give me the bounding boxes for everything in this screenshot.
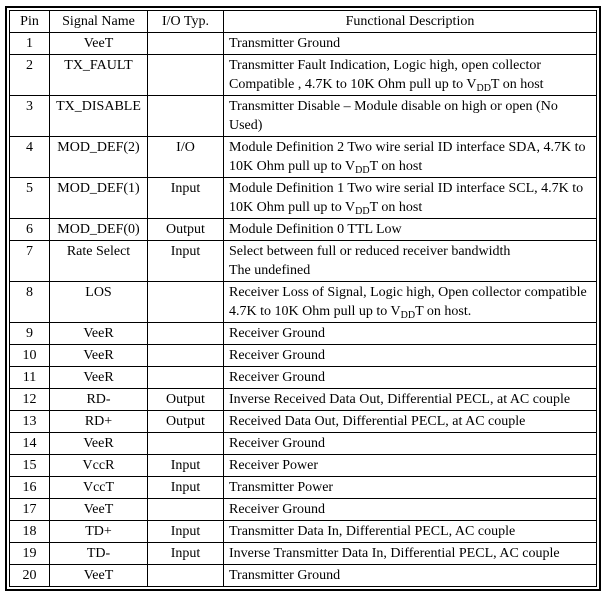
signal-name-cell: TD- (50, 543, 148, 565)
table-row (10, 565, 597, 587)
description-cell (224, 389, 597, 411)
table-row (10, 345, 597, 367)
pin-cell: 10 (10, 345, 50, 367)
signal-name-cell: LOS (50, 282, 148, 323)
description-line: Receiver Ground (229, 436, 326, 451)
description-line: Receiver Loss of Signal, Logic high, Open collector compatible (229, 285, 587, 300)
io-type-cell (148, 55, 224, 96)
description-line: Receiver Ground (229, 370, 326, 385)
signal-name-cell: VeeR (50, 433, 148, 455)
io-type-cell: Input (148, 241, 224, 282)
description-line: 10K Ohm pull up to $V_{DD}T$ on host (229, 159, 423, 176)
io-type-cell: Input (148, 178, 224, 219)
signal-name-cell: TD+ (50, 521, 148, 543)
column-header-i-o-typ: I/O Typ. (148, 11, 224, 33)
description-cell (224, 33, 597, 55)
signal-name-cell: VeeT (50, 33, 148, 55)
pin-cell: 4 (10, 137, 50, 178)
description-line: Module Definition 0 TTL Low (229, 222, 402, 237)
table-row (10, 433, 597, 455)
description-cell (224, 219, 597, 241)
pin-cell: 20 (10, 565, 50, 587)
description-line: Transmitter Disable – Module disable on high or open (No Used) (229, 99, 558, 133)
signal-name-cell: Rate Select (50, 241, 148, 282)
signal-name-cell: MOD_DEF(2) (50, 137, 148, 178)
pin-cell: 12 (10, 389, 50, 411)
signal-name-cell: VeeR (50, 323, 148, 345)
description-line: Received Data Out, Differential PECL, at AC couple (229, 414, 526, 429)
description-line: Inverse Transmitter Data In, Differential PECL, AC couple (229, 546, 560, 561)
signal-name-cell: RD- (50, 389, 148, 411)
description-cell (224, 477, 597, 499)
table-row (10, 282, 597, 323)
description-line: The undefined (229, 263, 311, 278)
column-header-signal-name: Signal Name (50, 11, 148, 33)
description-cell (224, 137, 597, 178)
description-cell (224, 282, 597, 323)
pin-cell: 11 (10, 367, 50, 389)
description-cell (224, 565, 597, 587)
column-header-functional-description: Functional Description (224, 11, 597, 33)
description-line: Transmitter Data In, Differential PECL, AC couple (229, 524, 516, 539)
description-line: Receiver Ground (229, 502, 326, 517)
io-type-cell: Input (148, 543, 224, 565)
table-row (10, 499, 597, 521)
description-line: Receiver Power (229, 458, 319, 473)
description-cell (224, 433, 597, 455)
description-line: Inverse Received Data Out, Differential PECL, at AC couple (229, 392, 571, 407)
pin-cell: 17 (10, 499, 50, 521)
signal-name-cell: VccT (50, 477, 148, 499)
pin-cell: 5 (10, 178, 50, 219)
table-row (10, 241, 597, 282)
pin-cell: 1 (10, 33, 50, 55)
io-type-cell (148, 33, 224, 55)
description-cell (224, 178, 597, 219)
table-row (10, 323, 597, 345)
description-line: Module Definition 2 Two wire serial ID interface SDA, 4.7K to (229, 140, 586, 155)
description-cell (224, 367, 597, 389)
table-row (10, 178, 597, 219)
table-row (10, 219, 597, 241)
io-type-cell: I/O (148, 137, 224, 178)
description-cell (224, 55, 597, 96)
pin-table-border (5, 6, 601, 591)
io-type-cell (148, 323, 224, 345)
table-row (10, 477, 597, 499)
io-type-cell (148, 565, 224, 587)
table-row (10, 96, 597, 137)
io-type-cell (148, 96, 224, 137)
signal-name-cell: VeeT (50, 565, 148, 587)
io-type-cell (148, 282, 224, 323)
description-cell (224, 96, 597, 137)
description-line: Receiver Ground (229, 348, 326, 363)
signal-name-cell: TX_FAULT (50, 55, 148, 96)
io-type-cell: Output (148, 411, 224, 433)
signal-name-cell: VeeT (50, 499, 148, 521)
pin-cell: 15 (10, 455, 50, 477)
io-type-cell (148, 433, 224, 455)
header-row (10, 11, 597, 33)
description-cell (224, 241, 597, 282)
pin-table-body (10, 33, 597, 587)
description-line: Transmitter Power (229, 480, 334, 495)
table-row (10, 367, 597, 389)
pin-cell: 19 (10, 543, 50, 565)
pin-function-table (9, 10, 597, 587)
pin-cell: 7 (10, 241, 50, 282)
pin-cell: 3 (10, 96, 50, 137)
table-row (10, 521, 597, 543)
table-row (10, 55, 597, 96)
signal-name-cell: TX_DISABLE (50, 96, 148, 137)
description-line: Compatible , 4.7K to 10K Ohm pull up to $V_{DD}T$ on host (229, 77, 544, 94)
signal-name-cell: VccR (50, 455, 148, 477)
signal-name-cell: MOD_DEF(0) (50, 219, 148, 241)
io-type-cell (148, 367, 224, 389)
description-line: Transmitter Ground (229, 568, 341, 583)
signal-name-cell: MOD_DEF(1) (50, 178, 148, 219)
pin-cell: 13 (10, 411, 50, 433)
table-row (10, 137, 597, 178)
pin-cell: 14 (10, 433, 50, 455)
signal-name-cell: VeeR (50, 367, 148, 389)
description-line: Receiver Ground (229, 326, 326, 341)
table-row (10, 33, 597, 55)
description-cell (224, 521, 597, 543)
signal-name-cell: VeeR (50, 345, 148, 367)
table-row (10, 455, 597, 477)
signal-name-cell: RD+ (50, 411, 148, 433)
pin-cell: 18 (10, 521, 50, 543)
pin-cell: 16 (10, 477, 50, 499)
description-cell (224, 345, 597, 367)
pin-cell: 9 (10, 323, 50, 345)
description-line: 10K Ohm pull up to $V_{DD}T$ on host (229, 200, 423, 217)
table-row (10, 389, 597, 411)
description-cell (224, 543, 597, 565)
table-row (10, 411, 597, 433)
description-cell (224, 323, 597, 345)
io-type-cell: Input (148, 455, 224, 477)
io-type-cell: Output (148, 219, 224, 241)
description-cell (224, 455, 597, 477)
description-cell (224, 411, 597, 433)
description-line: Transmitter Ground (229, 36, 341, 51)
description-cell (224, 499, 597, 521)
io-type-cell: Output (148, 389, 224, 411)
description-line: Module Definition 1 Two wire serial ID interface SCL, 4.7K to (229, 181, 584, 196)
table-row (10, 543, 597, 565)
pin-cell: 2 (10, 55, 50, 96)
io-type-cell (148, 499, 224, 521)
io-type-cell: Input (148, 521, 224, 543)
pin-cell: 6 (10, 219, 50, 241)
description-line: Transmitter Fault Indication, Logic high, open collector (229, 58, 542, 73)
io-type-cell (148, 345, 224, 367)
pin-cell: 8 (10, 282, 50, 323)
description-line: 4.7K to 10K Ohm pull up to $V_{DD}T$ on host. (229, 304, 472, 321)
io-type-cell: Input (148, 477, 224, 499)
column-header-pin: Pin (10, 11, 50, 33)
description-line: Select between full or reduced receiver bandwidth (229, 244, 511, 259)
